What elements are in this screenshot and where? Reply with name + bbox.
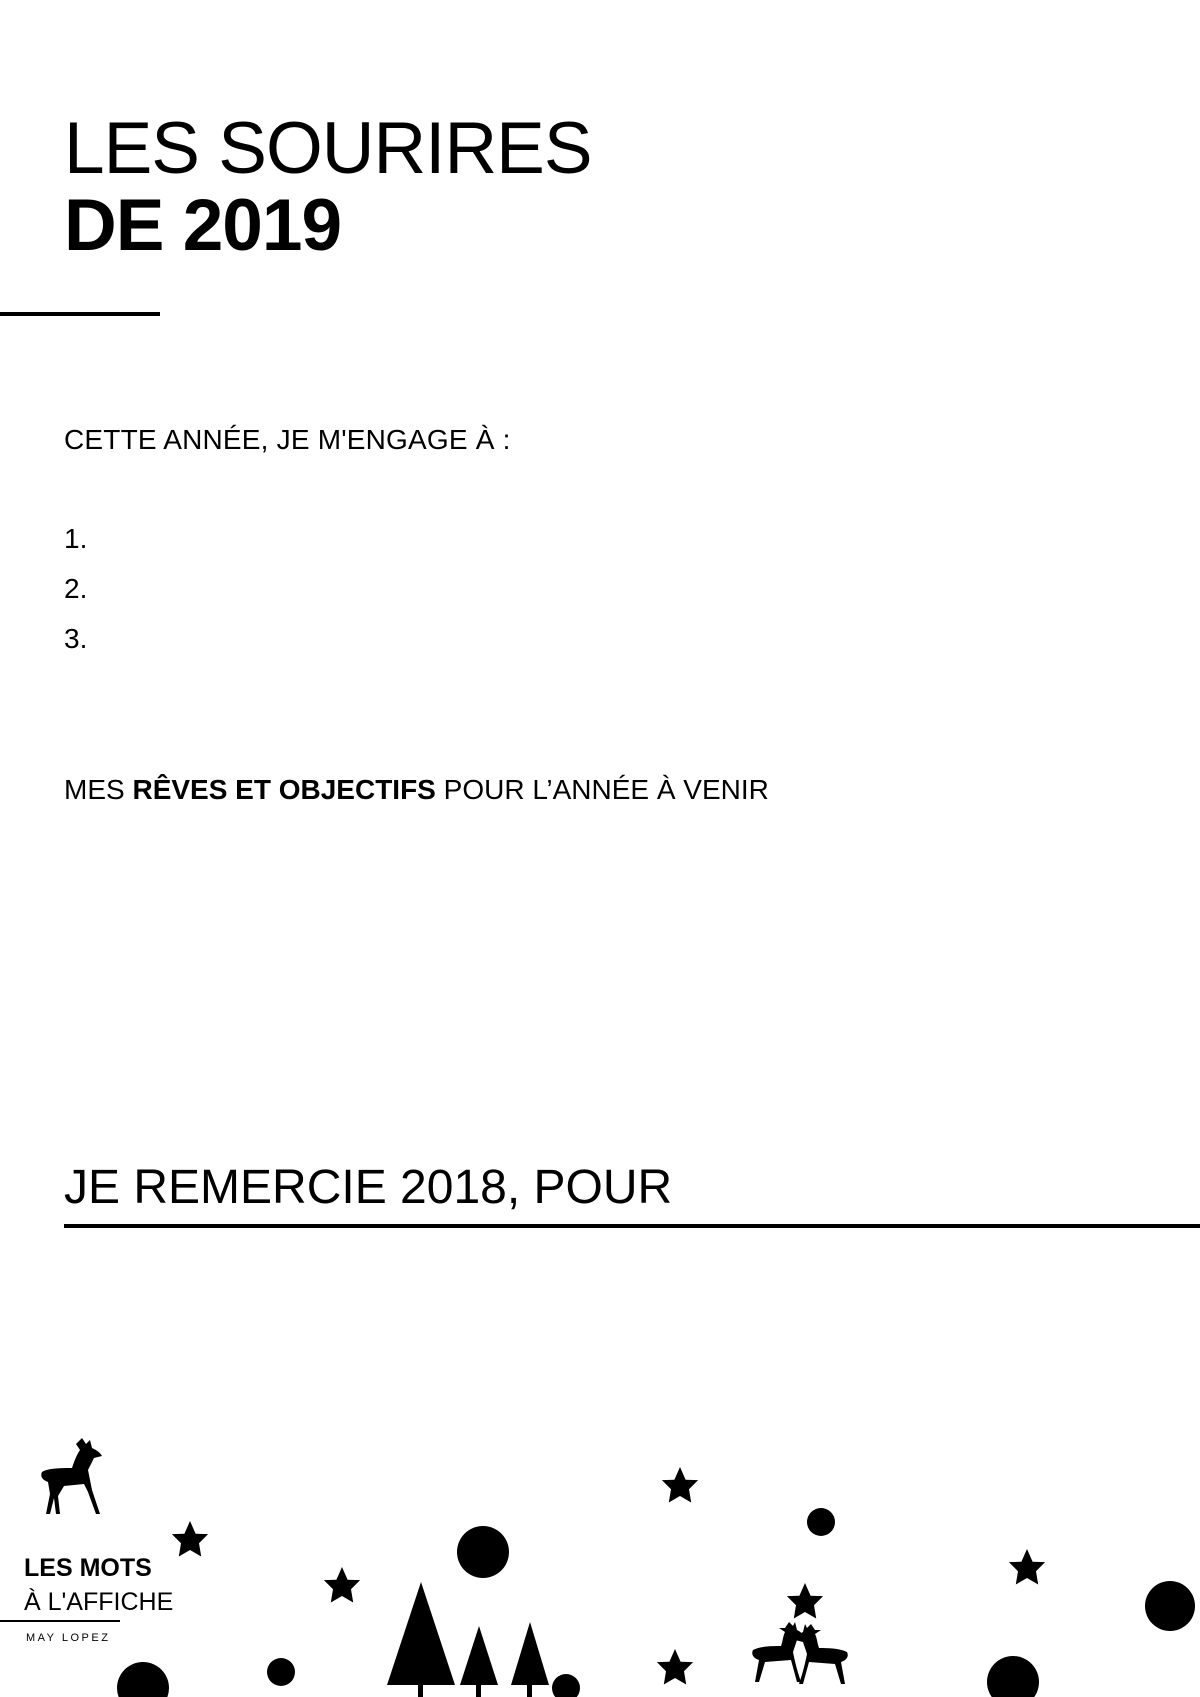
title-line-2: DE 2019: [64, 185, 342, 266]
circle-dot-icon: [457, 1526, 509, 1578]
tree-icon: [387, 1582, 455, 1697]
circle-dot-icon: [1145, 1581, 1195, 1631]
dreams-heading-prefix: MES: [64, 774, 133, 805]
logo-line-1: LES MOTS: [24, 1554, 152, 1582]
thanks-divider: [64, 1224, 1200, 1228]
circle-dot-icon: [117, 1662, 169, 1697]
dreams-heading-suffix: POUR L’ANNÉE À VENIR: [435, 774, 769, 805]
tree-icon: [460, 1626, 498, 1697]
commitment-heading: CETTE ANNÉE, JE M'ENGAGE À :: [64, 424, 511, 455]
commitment-list: [64, 518, 87, 668]
page-title: [64, 108, 592, 266]
circle-dot-icon: [807, 1508, 835, 1536]
circle-dot-icon: [267, 1658, 295, 1686]
star-icon: [662, 1467, 698, 1503]
list-item: 1.: [64, 523, 88, 554]
logo-line-2: À L'AFFICHE: [24, 1588, 174, 1616]
thanks-heading: [64, 1160, 672, 1215]
thanks-heading-prefix: JE REMERCIE: [64, 1161, 401, 1214]
circle-dot-icon: [987, 1656, 1039, 1697]
thanks-heading-suffix: , POUR: [506, 1161, 673, 1214]
deer-icon: [795, 1624, 848, 1684]
dreams-heading-bold: RÊVES ET OBJECTIFS: [132, 774, 436, 805]
star-icon: [657, 1649, 693, 1685]
dreams-heading: [64, 774, 769, 806]
winter-scene-decoration: [0, 1440, 1200, 1697]
circle-dot-icon: [552, 1674, 580, 1697]
star-icon: [1009, 1549, 1045, 1585]
star-icon: [172, 1521, 208, 1557]
thanks-heading-year: 2018: [400, 1161, 507, 1214]
star-icon: [787, 1583, 823, 1619]
list-item: 3.: [64, 623, 88, 654]
deer-icon: [752, 1622, 805, 1682]
list-item: 2.: [64, 573, 88, 604]
star-icon: [324, 1567, 360, 1603]
logo-author: MAY LOPEZ: [26, 1632, 111, 1644]
tree-icon: [511, 1622, 549, 1697]
title-divider: [0, 312, 160, 316]
title-line-1: LES SOURIRES: [64, 108, 592, 189]
